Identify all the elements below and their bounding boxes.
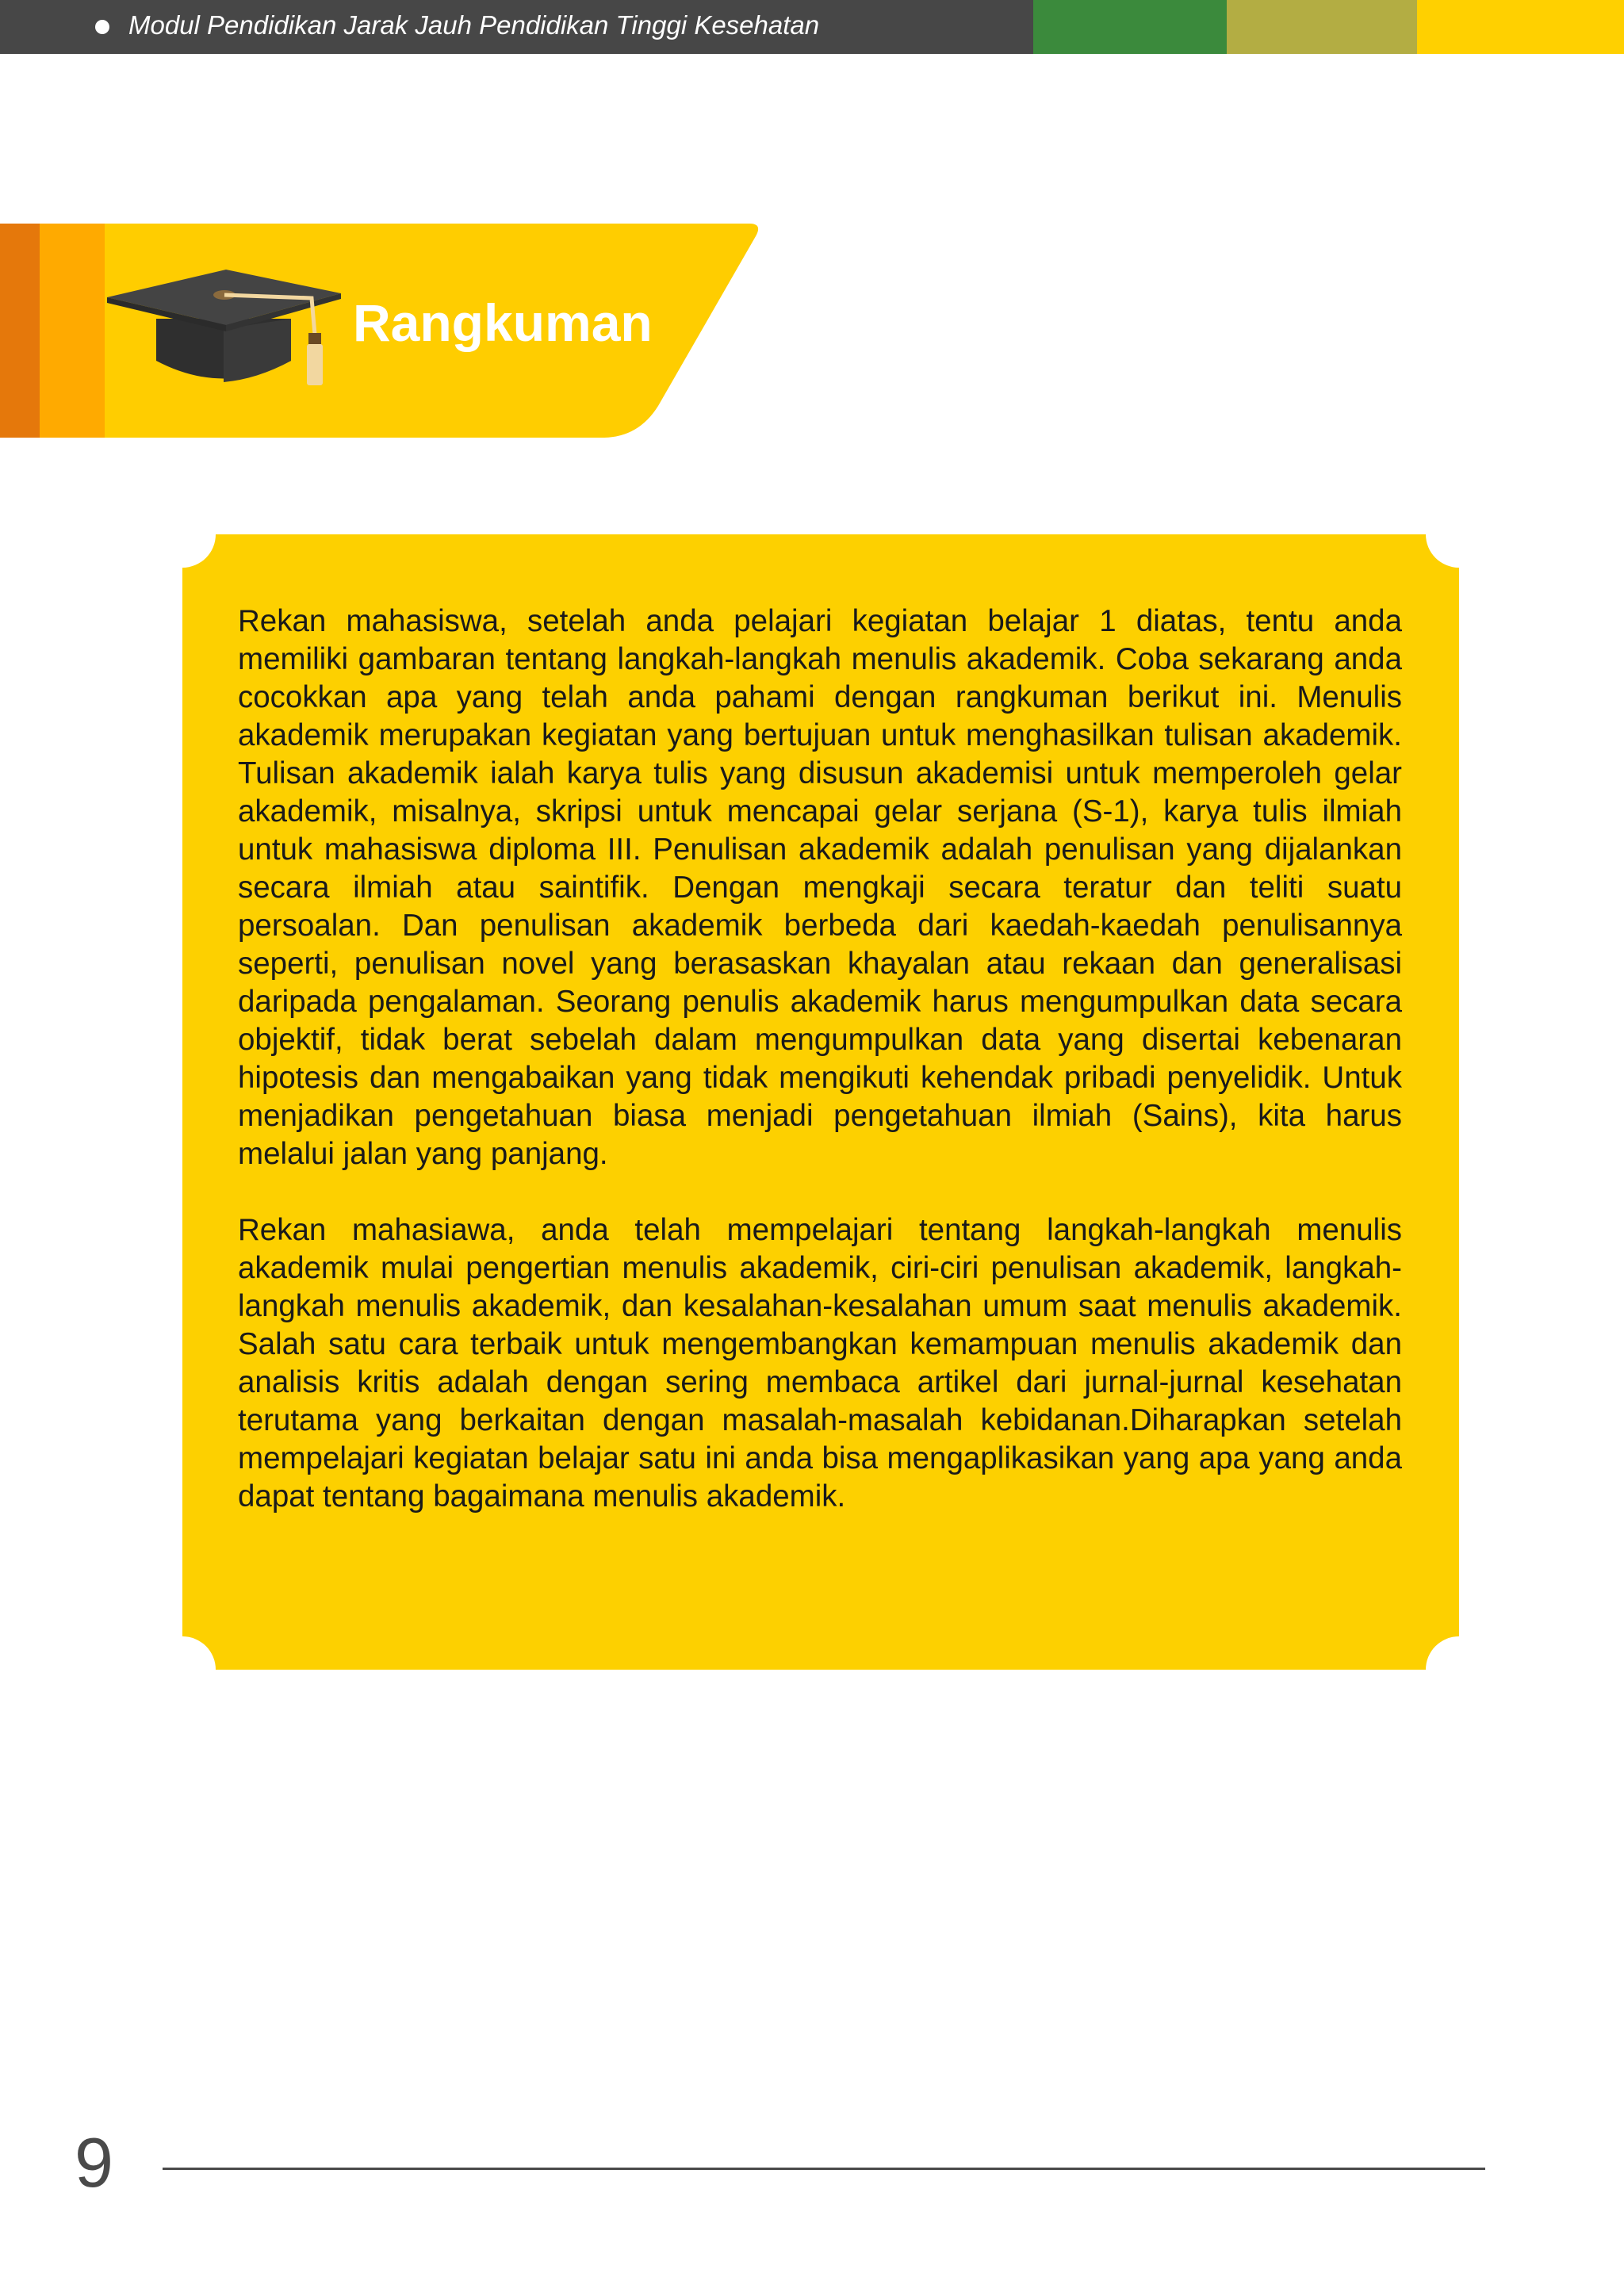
header-yellow-segment xyxy=(1417,0,1624,54)
summary-paragraph-2: Rekan mahasiawa, anda telah mempelajari tentang langkah-langkah menulis akademik mulai pengertian menulis akademik, ciri-ciri penulisan akademik, langkah-langkah menulis akademik, dan kesalahan-kesalahan umum saat menulis akademik. Salah satu cara terbaik untuk mengembangkan kemampuan menulis akademik dan analisis kritis adalah dengan sering membaca artikel dari jurnal-jurnal kesehatan terutama yang berkaitan dengan masalah-masalah kebidanan.Diharapkan setelah mempelajari kegiatan belajar satu ini anda bisa mengaplikasikan yang apa yang anda dapat tentang bagaimana menulis akademik. xyxy=(238,1213,1402,1513)
footer-divider xyxy=(163,2168,1485,2170)
page-number: 9 xyxy=(75,2123,113,2202)
header-green-segment xyxy=(1033,0,1227,54)
header-title: Modul Pendidikan Jarak Jauh Pendidikan Tinggi Kesehatan xyxy=(128,10,820,40)
graduation-cap-icon xyxy=(107,270,341,388)
section-title: Rangkuman xyxy=(353,293,653,352)
summary-text xyxy=(238,603,1402,1554)
header-olive-segment xyxy=(1227,0,1417,54)
bullet-icon xyxy=(95,20,109,34)
header-bar xyxy=(0,0,1624,54)
summary-paragraph-1: Rekan mahasiswa, setelah anda pelajari kegiatan belajar 1 diatas, tentu anda memiliki gambaran tentang langkah-langkah menulis akademik. Coba sekarang anda cocokkan apa yang telah anda pahami dengan rangkuman berikut ini. Menulis akademik merupakan kegiatan yang bertujuan untuk menghasilkan tulisan akademik. Tulisan akademik ialah karya tulis yang disusun akademisi untuk memperoleh gelar akademik, misalnya, skripsi untuk mencapai gelar serjana (S-1), karya tulis ilmiah untuk mahasiswa diploma III. Penulisan akademik adalah penulisan yang dijalankan secara ilmiah atau saintifik. Dengan mengkaji secara teratur dan teliti suatu persoalan. Dan penulisan akademik berbeda dari kaedah-kaedah penulisannya seperti, penulisan novel yang berasaskan khayalan atau rekaan dan generalisasi daripada pengalaman. Seorang penulis akademik harus mengumpulkan data secara objektif, tidak berat sebelah dalam mengumpulkan data yang disertai kebenaran hipotesis dan mengabaikan yang tidak mengikuti kehendak pribadi penyelidik. Untuk menjadikan pengetahuan biasa menjadi pengetahuan ilmiah (Sains), kita harus melalui jalan yang panjang. xyxy=(238,604,1402,1171)
